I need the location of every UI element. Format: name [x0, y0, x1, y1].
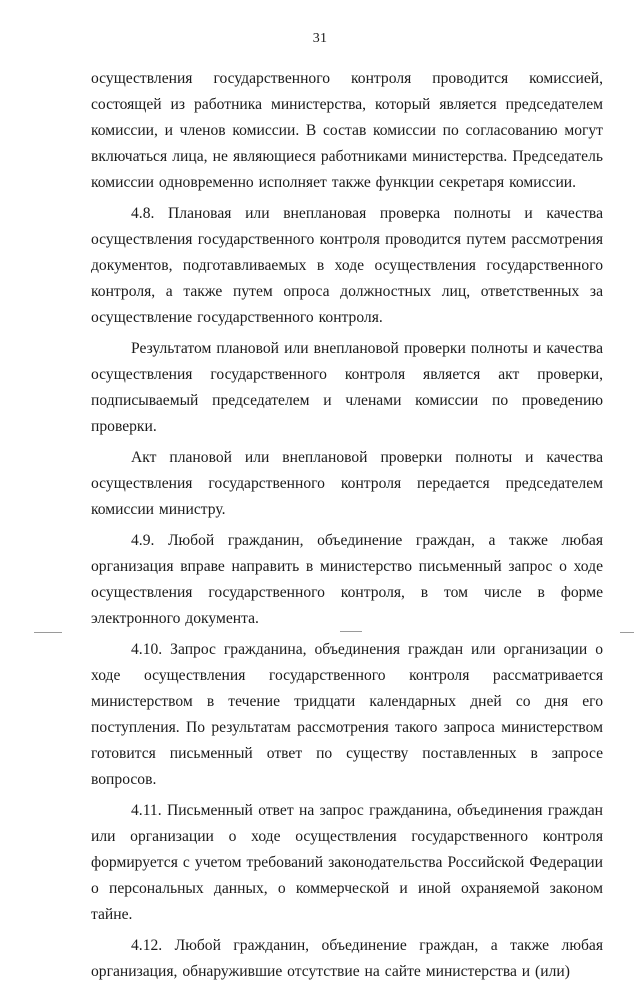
paragraph-4-9: 4.9. Любой гражданин, объединение граждан, а также любая организация вправе направить в министерство письменный запрос о ходе осуществления государственного контроля, в том числе в форме электронного документа.	[91, 532, 603, 627]
scan-mark-right	[620, 632, 634, 633]
scan-mark-left	[34, 632, 62, 633]
paragraph-check-act: Акт плановой или внеплановой проверки полноты и качества осуществления государственного контроля передается председателем комиссии министру.	[91, 449, 603, 518]
paragraph-4-10: 4.10. Запрос гражданина, объединения граждан или организации о ходе осуществления государственного контроля рассматривается министерством в течение тридцати календарных дней со дня его поступления. По результатам рассмотрения такого запроса министерством готовится письменный ответ по существу поставленных в запросе вопросов.	[91, 641, 603, 788]
paragraph-4-8: 4.8. Плановая или внеплановая проверка полноты и качества осуществления государственного контроля проводится путем рассмотрения документов, подготавливаемых в ходе осуществления государственного контроля, а также путем опроса должностных лиц, ответственных за осуществление государственного контроля.	[91, 205, 603, 326]
paragraph-continuation: осуществления государственного контроля проводится комиссией, состоящей из работника министерства, который является председателем комиссии, и членов комиссии. В состав комиссии по согласованию могут включаться лица, не являющиеся работниками министерства. Председатель комиссии одновременно исполняет также функции секретаря комиссии.	[91, 70, 603, 191]
paragraph-4-11: 4.11. Письменный ответ на запрос гражданина, объединения граждан или организации о ходе осуществления государственного контроля формируется с учетом требований законодательства Российской Федерации о персональных данных, о коммерческой и иной охраняемой законом тайне.	[91, 802, 603, 923]
paragraph-check-result: Результатом плановой или внеплановой проверки полноты и качества осуществления государственного контроля является акт проверки, подписываемый председателем и членами комиссии по проведению проверки.	[91, 340, 603, 435]
page-number: 31	[312, 31, 328, 46]
document-body	[91, 66, 603, 990]
paragraph-4-12: 4.12. Любой гражданин, объединение граждан, а также любая организация, обнаружившие отсутствие на сайте министерства и (или)	[91, 937, 603, 980]
